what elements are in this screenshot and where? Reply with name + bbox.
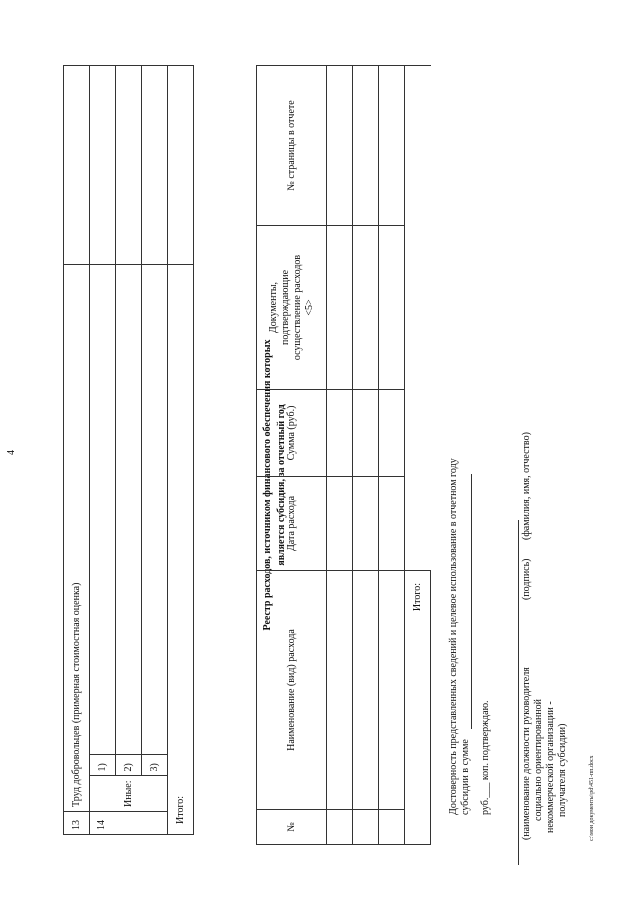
registry-title-line1: Реестр расходов, источником финансового обеспечения которых [262, 339, 273, 631]
position-line1: (наименование должности руководителя [521, 667, 532, 840]
item-number: 3) [142, 755, 168, 776]
signature-hint: (подпись) [521, 558, 532, 600]
table-row [353, 66, 379, 845]
col-header-name: Наименование (вид) расхода [257, 571, 327, 810]
col-header-sum: Сумма (руб.) [257, 390, 327, 477]
table-row [142, 66, 168, 835]
table-row [405, 66, 431, 845]
confirm-line2: субсидии в сумме [460, 739, 471, 815]
docs-line4: <5> [303, 299, 315, 316]
registry-table-body [256, 65, 431, 845]
item-number: 2) [116, 755, 142, 776]
table-row [64, 66, 90, 835]
col-header-num: № [257, 810, 327, 845]
footer-file-path: c:\мои документы\pd\451-пп.docx [589, 755, 595, 841]
position-line4: получателя субсидии) [557, 723, 568, 817]
docs-line1: Документы, [267, 281, 279, 334]
page-number: 4 [6, 450, 17, 455]
sum-underline [471, 474, 472, 729]
position-line3: некоммерческой организации - [545, 701, 556, 833]
table-row [116, 66, 142, 835]
docs-line3: осуществление расходов [291, 254, 303, 361]
registry-title-line2: является субсидия, за отчетный год [276, 404, 287, 566]
item-number: 1) [90, 755, 116, 776]
signature-line [518, 520, 519, 865]
docs-line2: подтверждающие [279, 269, 291, 346]
fio-hint: (фамилия, имя, отчество) [521, 432, 532, 540]
table-header-row [257, 66, 327, 845]
col-header-docs [257, 226, 327, 390]
table-row [90, 66, 116, 835]
table-row [327, 66, 353, 845]
registry-total-label: Итого: [405, 571, 431, 845]
col-header-date: Дата расхода [257, 477, 327, 571]
col-header-page: № страницы в отчете [257, 66, 327, 226]
table-other-sources [63, 65, 194, 835]
row-number: 13 [64, 812, 90, 835]
other-label: Иные: [90, 776, 168, 812]
table-row [168, 66, 194, 835]
table-row [379, 66, 405, 845]
volunteer-labor-label: Труд добровольцев (примерная стоимостная оценка) [64, 265, 90, 812]
confirm-line3: руб.___ коп. подтверждаю. [480, 700, 491, 815]
total-label: Итого: [168, 265, 194, 835]
position-line2: социально ориентированной [533, 698, 544, 821]
row-number: 14 [90, 812, 168, 835]
confirm-line1: Достоверность представленных сведений и целевое использование в отчетном году [448, 458, 459, 815]
